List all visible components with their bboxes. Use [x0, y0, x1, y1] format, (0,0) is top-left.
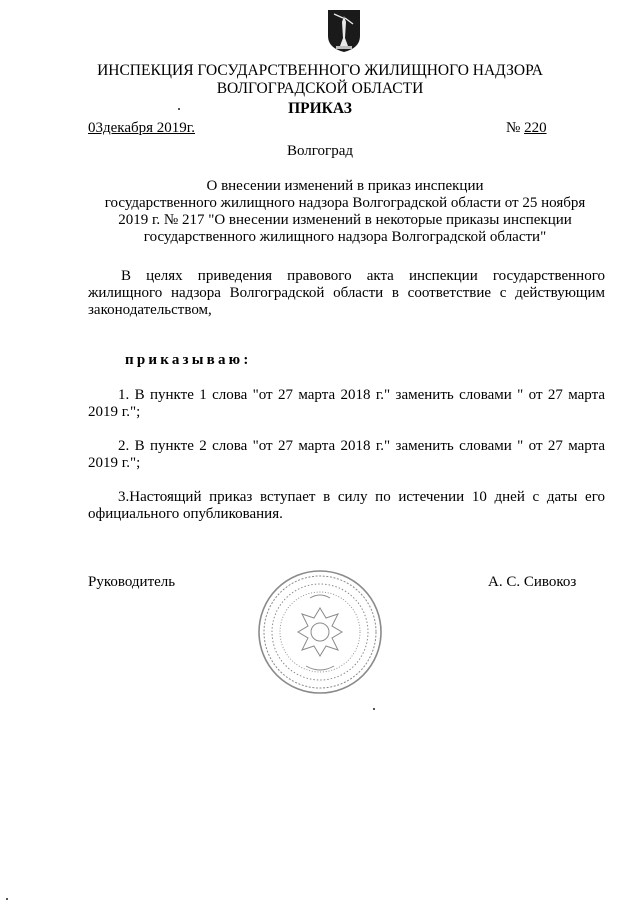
subject-line-4: государственного жилищного надзора Волгоградской области": [143, 229, 547, 245]
orders-word: приказываю:: [125, 352, 252, 368]
order-item-1: 1. В пункте 1 слова "от 27 марта 2018 г." заменить словами " от 27 марта 2019 г.";: [88, 387, 605, 420]
document-title: ПРИКАЗ: [288, 100, 352, 117]
organization-name: [0, 62, 640, 98]
number-sign: №: [506, 120, 521, 136]
document-number: [506, 120, 547, 137]
signatory-name: А. С. Сивокоз: [488, 574, 577, 590]
number-value: 220: [524, 120, 547, 136]
scan-speck: [178, 108, 180, 110]
official-seal-icon: [256, 568, 384, 696]
scan-speck: [373, 708, 375, 710]
document-subject: [60, 178, 630, 246]
preamble-paragraph: В целях приведения правового акта инспекции государственного жилищного надзора Волгоградской области в соответствие с действующим законодательством,: [88, 268, 605, 318]
volgograd-emblem-icon: [326, 8, 362, 54]
scan-speck: [6, 898, 8, 900]
org-line-1: ИНСПЕКЦИЯ ГОСУДАРСТВЕННОГО ЖИЛИЩНОГО НАДЗОРА: [97, 62, 543, 79]
document-city: Волгоград: [286, 143, 353, 159]
document-date: 03декабря 2019г.: [88, 120, 195, 136]
order-item-3: 3.Настоящий приказ вступает в силу по истечении 10 дней с даты его официального опубликования.: [88, 489, 605, 522]
order-item-2: 2. В пункте 2 слова "от 27 марта 2018 г." заменить словами " от 27 марта 2019 г.";: [88, 438, 605, 471]
subject-line-1: О внесении изменений в приказ инспекции: [206, 178, 484, 194]
org-line-2: ВОЛГОГРАДСКОЙ ОБЛАСТИ: [216, 80, 424, 97]
subject-line-3: 2019 г. № 217 "О внесении изменений в некоторые приказы инспекции: [118, 212, 572, 228]
signatory-position: Руководитель: [88, 574, 176, 590]
subject-line-2: государственного жилищного надзора Волгоградской области от 25 ноября: [104, 195, 586, 211]
